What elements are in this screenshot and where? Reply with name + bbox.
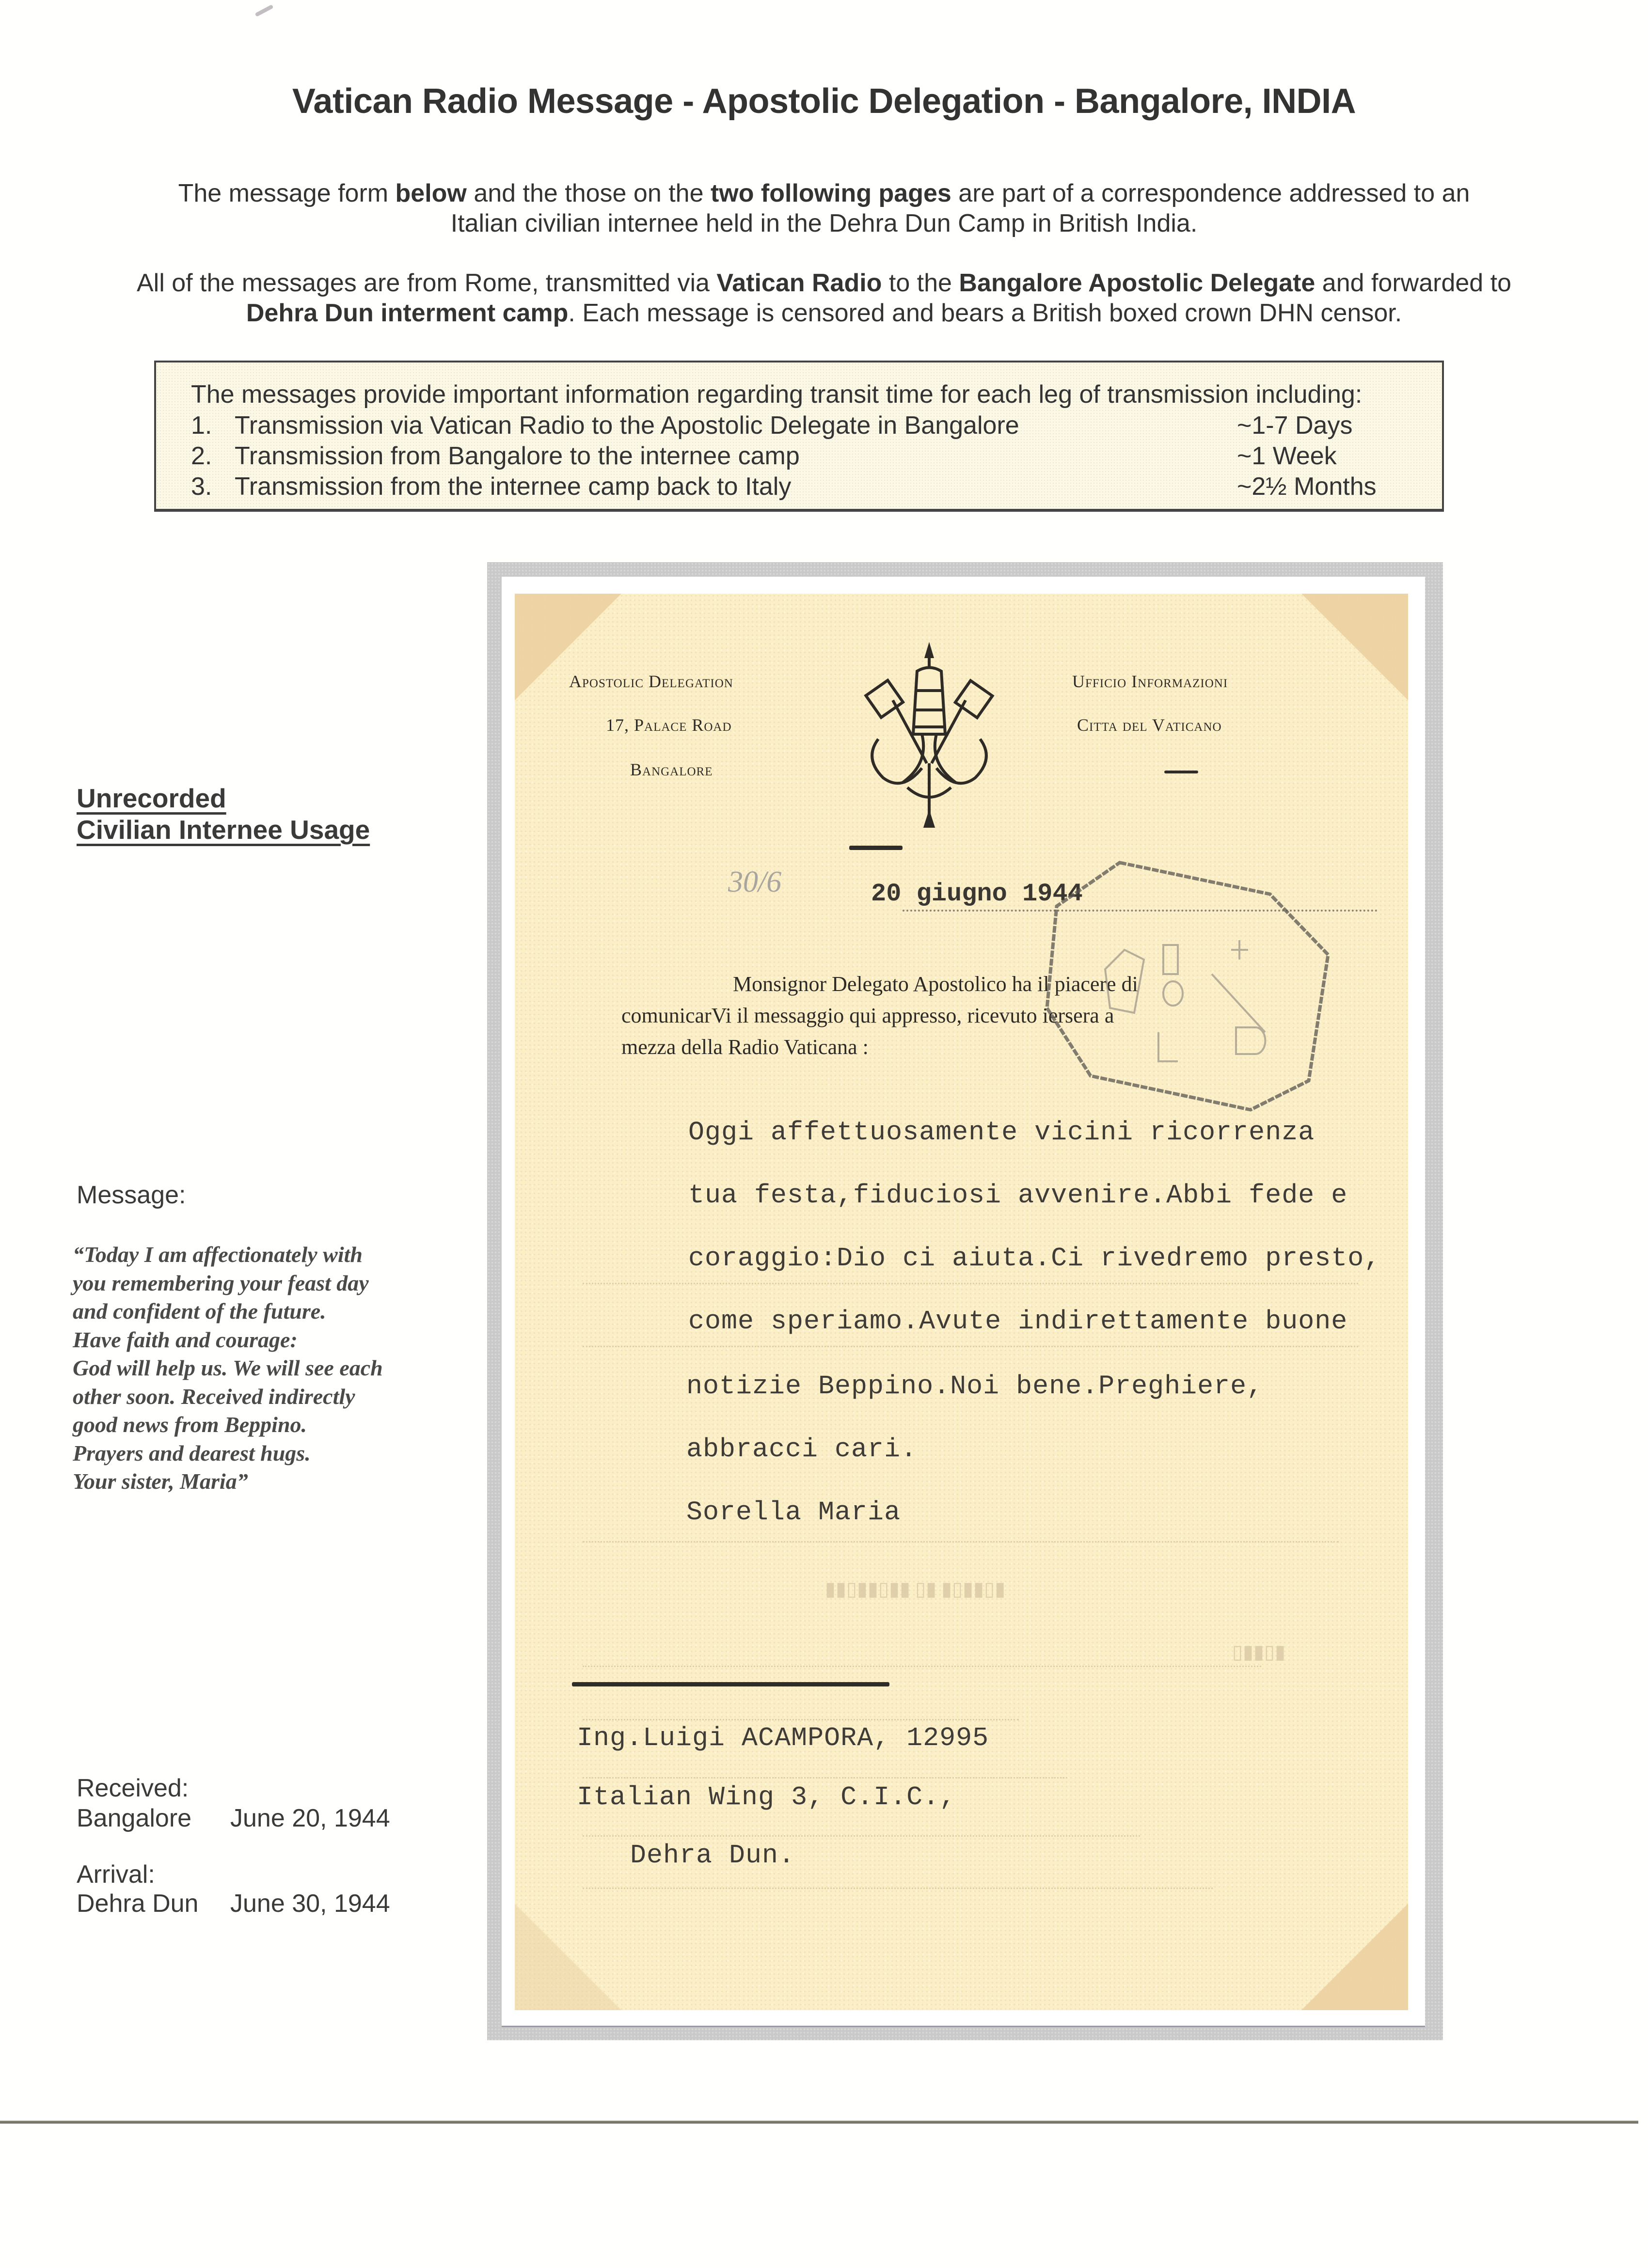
- address-rule: [572, 1682, 889, 1686]
- message-label: Message:: [77, 1181, 186, 1209]
- translation-line: good news from Beppino.: [73, 1412, 307, 1437]
- intro-2-line-1-segment: Bangalore Apostolic Delegate: [959, 269, 1315, 297]
- intro-2-line-1-segment: All of the messages are from Rome, transmitted via: [136, 269, 717, 297]
- photo-corner: [1301, 1904, 1408, 2010]
- address-line: Italian Wing 3, C.I.C.,: [577, 1782, 956, 1812]
- translation-line: Your sister, Maria”: [73, 1469, 248, 1494]
- transit-item: [191, 472, 1432, 502]
- letterhead-left-line: Apostolic Delegation: [569, 672, 733, 691]
- letterhead-left-line: Bangalore: [630, 760, 713, 779]
- form-guide-line: [583, 1719, 1019, 1720]
- item-duration: ~2½ Months: [1237, 472, 1377, 501]
- item-text: Transmission from Bangalore to the internee camp: [235, 442, 800, 470]
- intro-2-line-2-segment: Dehra Dun interment camp: [246, 299, 569, 327]
- intro-2-line-2-segment: . Each message is censored and bears a British boxed crown DHN censor.: [568, 299, 1402, 327]
- message-translation: [73, 1241, 460, 1496]
- arrival-date: June 30, 1944: [230, 1890, 390, 1918]
- address-line: Dehra Dun.: [630, 1840, 795, 1871]
- transit-item: [191, 411, 1432, 441]
- form-guide-line: [583, 1888, 1213, 1889]
- pencil-note: 30/6: [728, 866, 782, 898]
- sidebar-heading-line-2: Civilian Internee Usage: [77, 815, 370, 845]
- intro-2-line-1-segment: and forwarded to: [1315, 269, 1512, 297]
- arrival-label: Arrival:: [77, 1860, 155, 1889]
- received-label: Received:: [77, 1774, 189, 1802]
- preamble-line: comunicarVi il messaggio qui appresso, ricevuto iersera a: [621, 1004, 1114, 1027]
- form-guide-line: [583, 1541, 1339, 1543]
- form-guide-line: [583, 1777, 1067, 1779]
- intro-1-line-1-segment: and the those on the: [466, 179, 711, 207]
- intro-2-line-1-segment: to the: [882, 269, 959, 297]
- letterhead-dash: [1164, 771, 1198, 773]
- item-text: Transmission via Vatican Radio to the Apostolic Delegate in Bangalore: [235, 411, 1019, 440]
- received-date: June 20, 1944: [230, 1804, 390, 1832]
- censor-stamp-icon: [1018, 848, 1357, 1119]
- intro-paragraph-2: [0, 268, 1648, 328]
- translation-line: other soon. Received indirectly: [73, 1384, 355, 1409]
- preamble-line: mezza della Radio Vaticana :: [621, 1035, 869, 1059]
- translation-line: and confident of the future.: [73, 1299, 326, 1323]
- form-guide-line: [583, 1283, 1358, 1284]
- intro-paragraph-1: [0, 178, 1648, 238]
- translation-line: Prayers and dearest hugs.: [73, 1440, 311, 1465]
- intro-1-line-1-segment: are part of a correspondence addressed to an: [951, 179, 1470, 207]
- form-guide-line: [583, 1346, 1358, 1347]
- intro-1-line-1-segment: below: [395, 179, 467, 207]
- translation-line: God will help us. We will see each: [73, 1355, 383, 1380]
- photo-corner: [515, 1904, 621, 2010]
- item-duration: ~1-7 Days: [1237, 411, 1353, 440]
- arrival-place: Dehra Dun: [77, 1890, 199, 1918]
- item-number: 1.: [191, 411, 212, 440]
- received-place: Bangalore: [77, 1804, 192, 1832]
- intro-2-line-1: [0, 268, 1648, 298]
- transit-item: [191, 441, 1432, 472]
- intro-1-line-2: Italian civilian internee held in the Dehra Dun Camp in British India.: [450, 209, 1198, 237]
- intro-2-line-1-segment: Vatican Radio: [716, 269, 882, 297]
- form-guide-line: [583, 1835, 1140, 1837]
- page-bottom-rule: [0, 2121, 1638, 2124]
- page-title: Vatican Radio Message - Apostolic Delegation - Bangalore, INDIA: [292, 82, 1356, 121]
- intro-1-line-1-segment: The message form: [178, 179, 396, 207]
- letterhead-right-line: Ufficio Informazioni: [1072, 672, 1228, 691]
- show-through-print: ▮▯▮▮▯: [1232, 1641, 1286, 1663]
- letterhead-left-line: 17, Palace Road: [606, 715, 732, 735]
- transit-info-box: [154, 361, 1444, 512]
- sidebar-heading-line-1: Unrecorded: [77, 783, 226, 813]
- address-line: Ing.Luigi ACAMPORA, 12995: [577, 1723, 989, 1753]
- item-text: Transmission from the internee camp back to Italy: [235, 472, 792, 501]
- papal-emblem-icon: [849, 642, 1009, 831]
- show-through-print: ▮▯▮▮▯▮ ▮▯ ▮▮▯▮▮▯▮▮: [825, 1578, 1006, 1600]
- message-line: notizie Beppino.Noi bene.Preghiere,: [686, 1371, 1264, 1402]
- message-line: abbracci cari.: [686, 1434, 918, 1465]
- intro-1-line-1: [0, 178, 1648, 208]
- letterhead-right-line: Citta del Vaticano: [1077, 715, 1222, 735]
- translation-line: you remembering your feast day: [73, 1270, 369, 1295]
- message-line: coraggio:Dio ci aiuta.Ci rivedremo presto,: [688, 1243, 1381, 1274]
- pencil-mark: [254, 4, 273, 17]
- message-line: Oggi affettuosamente vicini ricorrenza: [688, 1117, 1315, 1148]
- letterhead-rule: [849, 846, 903, 850]
- message-line: tua festa,fiduciosi avvenire.Abbi fede e: [688, 1180, 1348, 1211]
- preamble-line: Monsignor Delegato Apostolico ha il piacere di: [733, 972, 1138, 996]
- intro-2-line-2: [0, 298, 1648, 328]
- info-box-lead: The messages provide important information regarding transit time for each leg of transmission including:: [191, 380, 1363, 409]
- item-number: 2.: [191, 442, 212, 470]
- translation-line: “Today I am affectionately with: [73, 1242, 363, 1267]
- form-date: 20 giugno 1944: [871, 880, 1083, 908]
- item-number: 3.: [191, 472, 212, 501]
- message-line: Sorella Maria: [686, 1497, 901, 1528]
- message-line: come speriamo.Avute indirettamente buone: [688, 1306, 1348, 1337]
- message-form: [515, 594, 1408, 2010]
- translation-line: Have faith and courage:: [73, 1327, 298, 1352]
- photo-corner: [1301, 594, 1408, 700]
- intro-1-line-1-segment: two following pages: [710, 179, 951, 207]
- item-duration: ~1 Week: [1237, 442, 1337, 470]
- form-guide-line: [583, 1666, 1261, 1667]
